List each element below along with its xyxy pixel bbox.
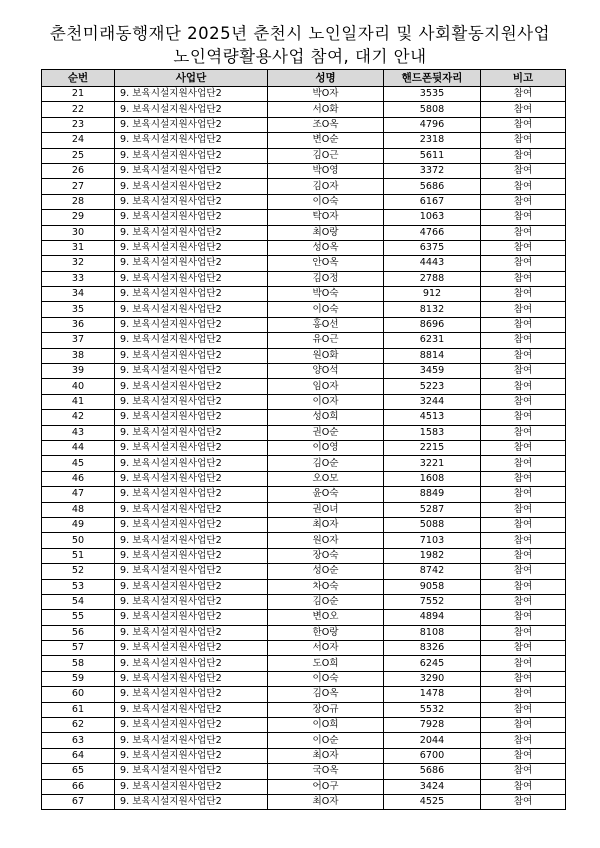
cell-number: 61 <box>42 702 115 717</box>
cell-note: 참여 <box>481 148 566 163</box>
cell-phone-suffix: 1063 <box>384 210 481 225</box>
cell-number: 41 <box>42 394 115 409</box>
cell-name: 탁O자 <box>268 210 384 225</box>
cell-name: 성O옥 <box>268 240 384 255</box>
table-row <box>42 225 566 240</box>
table-row <box>42 610 566 625</box>
cell-note: 참여 <box>481 333 566 348</box>
cell-note: 참여 <box>481 471 566 486</box>
cell-program: 9. 보육시설지원사업단2 <box>115 394 268 409</box>
cell-phone-suffix: 3459 <box>384 364 481 379</box>
table-row <box>42 733 566 748</box>
cell-note: 참여 <box>481 240 566 255</box>
column-header-phone-suffix: 핸드폰뒷자리 <box>384 70 481 87</box>
table-row <box>42 256 566 271</box>
table-row <box>42 594 566 609</box>
cell-name: 유O근 <box>268 333 384 348</box>
cell-phone-suffix: 5686 <box>384 764 481 779</box>
cell-program: 9. 보육시설지원사업단2 <box>115 517 268 532</box>
table-row <box>42 764 566 779</box>
cell-number: 54 <box>42 594 115 609</box>
cell-phone-suffix: 6167 <box>384 194 481 209</box>
cell-phone-suffix: 5686 <box>384 179 481 194</box>
table-row <box>42 564 566 579</box>
cell-note: 참여 <box>481 410 566 425</box>
cell-phone-suffix: 912 <box>384 287 481 302</box>
table-row <box>42 163 566 178</box>
cell-phone-suffix: 6231 <box>384 333 481 348</box>
table-row <box>42 548 566 563</box>
table-row <box>42 579 566 594</box>
cell-note: 참여 <box>481 425 566 440</box>
table-row <box>42 440 566 455</box>
table-row <box>42 687 566 702</box>
cell-number: 21 <box>42 87 115 102</box>
cell-number: 26 <box>42 163 115 178</box>
cell-name: 양O석 <box>268 364 384 379</box>
cell-note: 참여 <box>481 440 566 455</box>
cell-program: 9. 보육시설지원사업단2 <box>115 548 268 563</box>
cell-program: 9. 보육시설지원사업단2 <box>115 179 268 194</box>
table-row <box>42 194 566 209</box>
cell-number: 55 <box>42 610 115 625</box>
cell-name: 서O화 <box>268 102 384 117</box>
cell-number: 44 <box>42 440 115 455</box>
table-body <box>42 87 566 810</box>
cell-program: 9. 보육시설지원사업단2 <box>115 779 268 794</box>
cell-name: 이O숙 <box>268 194 384 209</box>
cell-program: 9. 보육시설지원사업단2 <box>115 425 268 440</box>
table-row <box>42 333 566 348</box>
cell-name: 변O순 <box>268 133 384 148</box>
cell-phone-suffix: 2215 <box>384 440 481 455</box>
cell-phone-suffix: 3372 <box>384 163 481 178</box>
table-row <box>42 271 566 286</box>
cell-program: 9. 보육시설지원사업단2 <box>115 687 268 702</box>
cell-note: 참여 <box>481 302 566 317</box>
cell-name: 어O구 <box>268 779 384 794</box>
table-row <box>42 348 566 363</box>
cell-name: 장O규 <box>268 702 384 717</box>
cell-note: 참여 <box>481 733 566 748</box>
cell-program: 9. 보육시설지원사업단2 <box>115 410 268 425</box>
cell-phone-suffix: 3244 <box>384 394 481 409</box>
cell-name: 최O자 <box>268 517 384 532</box>
cell-number: 50 <box>42 533 115 548</box>
cell-number: 62 <box>42 718 115 733</box>
table-row <box>42 702 566 717</box>
cell-number: 66 <box>42 779 115 794</box>
cell-number: 34 <box>42 287 115 302</box>
cell-phone-suffix: 4894 <box>384 610 481 625</box>
cell-name: 이O숙 <box>268 302 384 317</box>
cell-phone-suffix: 7103 <box>384 533 481 548</box>
document-title: 춘천미래동행재단 2025년 춘천시 노인일자리 및 사회활동지원사업 <box>49 24 551 43</box>
cell-phone-suffix: 2044 <box>384 733 481 748</box>
cell-name: 이O자 <box>268 394 384 409</box>
cell-program: 9. 보육시설지원사업단2 <box>115 456 268 471</box>
cell-phone-suffix: 3221 <box>384 456 481 471</box>
cell-number: 58 <box>42 656 115 671</box>
cell-program: 9. 보육시설지원사업단2 <box>115 333 268 348</box>
cell-note: 참여 <box>481 117 566 132</box>
cell-phone-suffix: 8696 <box>384 317 481 332</box>
cell-phone-suffix: 8132 <box>384 302 481 317</box>
cell-number: 37 <box>42 333 115 348</box>
cell-phone-suffix: 3290 <box>384 671 481 686</box>
cell-program: 9. 보육시설지원사업단2 <box>115 564 268 579</box>
cell-note: 참여 <box>481 564 566 579</box>
cell-note: 참여 <box>481 210 566 225</box>
cell-name: 한O랑 <box>268 625 384 640</box>
table-row <box>42 748 566 763</box>
cell-note: 참여 <box>481 487 566 502</box>
cell-name: 김O옥 <box>268 687 384 702</box>
table-row <box>42 517 566 532</box>
cell-phone-suffix: 9058 <box>384 579 481 594</box>
cell-program: 9. 보육시설지원사업단2 <box>115 133 268 148</box>
cell-program: 9. 보육시설지원사업단2 <box>115 317 268 332</box>
table-row <box>42 394 566 409</box>
table-row <box>42 625 566 640</box>
cell-number: 47 <box>42 487 115 502</box>
cell-number: 42 <box>42 410 115 425</box>
cell-name: 이O영 <box>268 440 384 455</box>
cell-note: 참여 <box>481 641 566 656</box>
cell-number: 39 <box>42 364 115 379</box>
cell-number: 24 <box>42 133 115 148</box>
cell-number: 48 <box>42 502 115 517</box>
cell-phone-suffix: 7552 <box>384 594 481 609</box>
cell-name: 박O영 <box>268 163 384 178</box>
cell-name: 김O정 <box>268 271 384 286</box>
cell-note: 참여 <box>481 687 566 702</box>
column-header-name: 성명 <box>268 70 384 87</box>
cell-note: 참여 <box>481 718 566 733</box>
cell-number: 43 <box>42 425 115 440</box>
table-row <box>42 210 566 225</box>
cell-name: 최O자 <box>268 794 384 809</box>
cell-phone-suffix: 4513 <box>384 410 481 425</box>
cell-name: 이O숙 <box>268 671 384 686</box>
cell-phone-suffix: 1608 <box>384 471 481 486</box>
table-row <box>42 410 566 425</box>
cell-program: 9. 보육시설지원사업단2 <box>115 302 268 317</box>
column-header-note: 비고 <box>481 70 566 87</box>
cell-note: 참여 <box>481 271 566 286</box>
cell-note: 참여 <box>481 548 566 563</box>
cell-note: 참여 <box>481 194 566 209</box>
cell-program: 9. 보육시설지원사업단2 <box>115 718 268 733</box>
cell-name: 서O자 <box>268 641 384 656</box>
cell-name: 조O옥 <box>268 117 384 132</box>
table-row <box>42 148 566 163</box>
cell-phone-suffix: 5088 <box>384 517 481 532</box>
cell-name: 성O순 <box>268 564 384 579</box>
cell-program: 9. 보육시설지원사업단2 <box>115 348 268 363</box>
table-row <box>42 117 566 132</box>
cell-note: 참여 <box>481 748 566 763</box>
cell-name: 이O순 <box>268 733 384 748</box>
cell-number: 64 <box>42 748 115 763</box>
cell-phone-suffix: 1982 <box>384 548 481 563</box>
cell-program: 9. 보육시설지원사업단2 <box>115 271 268 286</box>
cell-phone-suffix: 6245 <box>384 656 481 671</box>
cell-number: 46 <box>42 471 115 486</box>
cell-note: 참여 <box>481 671 566 686</box>
cell-name: 박O숙 <box>268 287 384 302</box>
table-row <box>42 487 566 502</box>
cell-phone-suffix: 4443 <box>384 256 481 271</box>
cell-number: 51 <box>42 548 115 563</box>
cell-phone-suffix: 6700 <box>384 748 481 763</box>
table-row <box>42 656 566 671</box>
cell-note: 참여 <box>481 87 566 102</box>
table-row <box>42 533 566 548</box>
table-header-row <box>42 70 566 87</box>
cell-note: 참여 <box>481 379 566 394</box>
cell-program: 9. 보육시설지원사업단2 <box>115 733 268 748</box>
table-row <box>42 718 566 733</box>
cell-phone-suffix: 5611 <box>384 148 481 163</box>
cell-number: 63 <box>42 733 115 748</box>
table-row <box>42 471 566 486</box>
cell-name: 김O순 <box>268 456 384 471</box>
cell-number: 56 <box>42 625 115 640</box>
cell-note: 참여 <box>481 533 566 548</box>
cell-number: 65 <box>42 764 115 779</box>
cell-note: 참여 <box>481 517 566 532</box>
cell-program: 9. 보육시설지원사업단2 <box>115 471 268 486</box>
cell-name: 오O모 <box>268 471 384 486</box>
cell-program: 9. 보육시설지원사업단2 <box>115 210 268 225</box>
cell-phone-suffix: 8814 <box>384 348 481 363</box>
cell-number: 29 <box>42 210 115 225</box>
cell-number: 31 <box>42 240 115 255</box>
cell-number: 23 <box>42 117 115 132</box>
cell-phone-suffix: 1583 <box>384 425 481 440</box>
cell-program: 9. 보육시설지원사업단2 <box>115 102 268 117</box>
cell-name: 박O자 <box>268 87 384 102</box>
cell-name: 권O순 <box>268 425 384 440</box>
cell-name: 이O희 <box>268 718 384 733</box>
cell-program: 9. 보육시설지원사업단2 <box>115 225 268 240</box>
cell-program: 9. 보육시설지원사업단2 <box>115 579 268 594</box>
cell-name: 김O근 <box>268 148 384 163</box>
cell-note: 참여 <box>481 779 566 794</box>
table-row <box>42 779 566 794</box>
cell-number: 35 <box>42 302 115 317</box>
cell-phone-suffix: 5223 <box>384 379 481 394</box>
cell-phone-suffix: 2318 <box>384 133 481 148</box>
cell-program: 9. 보육시설지원사업단2 <box>115 625 268 640</box>
cell-program: 9. 보육시설지원사업단2 <box>115 117 268 132</box>
cell-phone-suffix: 8742 <box>384 564 481 579</box>
cell-name: 변O오 <box>268 610 384 625</box>
cell-name: 임O자 <box>268 379 384 394</box>
column-header-number: 순번 <box>42 70 115 87</box>
cell-phone-suffix: 3535 <box>384 87 481 102</box>
cell-note: 참여 <box>481 287 566 302</box>
cell-name: 원O화 <box>268 348 384 363</box>
cell-program: 9. 보육시설지원사업단2 <box>115 364 268 379</box>
cell-number: 49 <box>42 517 115 532</box>
table-row <box>42 302 566 317</box>
cell-name: 도O희 <box>268 656 384 671</box>
cell-program: 9. 보육시설지원사업단2 <box>115 148 268 163</box>
cell-number: 36 <box>42 317 115 332</box>
cell-name: 홍O선 <box>268 317 384 332</box>
table-row <box>42 287 566 302</box>
cell-note: 참여 <box>481 579 566 594</box>
cell-program: 9. 보육시설지원사업단2 <box>115 656 268 671</box>
cell-note: 참여 <box>481 394 566 409</box>
cell-note: 참여 <box>481 794 566 809</box>
cell-note: 참여 <box>481 179 566 194</box>
cell-phone-suffix: 2788 <box>384 271 481 286</box>
cell-name: 김O순 <box>268 594 384 609</box>
cell-program: 9. 보육시설지원사업단2 <box>115 87 268 102</box>
cell-phone-suffix: 5532 <box>384 702 481 717</box>
cell-phone-suffix: 5287 <box>384 502 481 517</box>
cell-program: 9. 보육시설지원사업단2 <box>115 287 268 302</box>
cell-number: 30 <box>42 225 115 240</box>
table-row <box>42 179 566 194</box>
column-header-program: 사업단 <box>115 70 268 87</box>
cell-note: 참여 <box>481 502 566 517</box>
cell-name: 김O자 <box>268 179 384 194</box>
cell-program: 9. 보육시설지원사업단2 <box>115 256 268 271</box>
cell-number: 33 <box>42 271 115 286</box>
table-row <box>42 794 566 809</box>
table-row <box>42 240 566 255</box>
cell-program: 9. 보육시설지원사업단2 <box>115 594 268 609</box>
table-row <box>42 379 566 394</box>
cell-program: 9. 보육시설지원사업단2 <box>115 794 268 809</box>
cell-note: 참여 <box>481 348 566 363</box>
table-row <box>42 502 566 517</box>
cell-phone-suffix: 1478 <box>384 687 481 702</box>
cell-note: 참여 <box>481 163 566 178</box>
cell-name: 최O자 <box>268 748 384 763</box>
cell-name: 국O옥 <box>268 764 384 779</box>
table-row <box>42 102 566 117</box>
cell-name: 차O숙 <box>268 579 384 594</box>
cell-program: 9. 보육시설지원사업단2 <box>115 764 268 779</box>
cell-note: 참여 <box>481 364 566 379</box>
cell-note: 참여 <box>481 256 566 271</box>
cell-note: 참여 <box>481 102 566 117</box>
cell-number: 22 <box>42 102 115 117</box>
cell-phone-suffix: 6375 <box>384 240 481 255</box>
cell-program: 9. 보육시설지원사업단2 <box>115 163 268 178</box>
table-row <box>42 317 566 332</box>
cell-program: 9. 보육시설지원사업단2 <box>115 641 268 656</box>
document-subtitle: 노인역량활용사업 참여, 대기 안내 <box>173 47 427 66</box>
cell-program: 9. 보육시설지원사업단2 <box>115 502 268 517</box>
cell-program: 9. 보육시설지원사업단2 <box>115 194 268 209</box>
cell-number: 53 <box>42 579 115 594</box>
cell-note: 참여 <box>481 594 566 609</box>
table-row <box>42 133 566 148</box>
cell-program: 9. 보육시설지원사업단2 <box>115 533 268 548</box>
cell-name: 최O랑 <box>268 225 384 240</box>
table-row <box>42 87 566 102</box>
cell-note: 참여 <box>481 610 566 625</box>
cell-name: 안O옥 <box>268 256 384 271</box>
cell-number: 38 <box>42 348 115 363</box>
cell-number: 60 <box>42 687 115 702</box>
cell-program: 9. 보육시설지원사업단2 <box>115 240 268 255</box>
cell-number: 57 <box>42 641 115 656</box>
cell-note: 참여 <box>481 317 566 332</box>
cell-phone-suffix: 8108 <box>384 625 481 640</box>
cell-note: 참여 <box>481 625 566 640</box>
cell-name: 윤O숙 <box>268 487 384 502</box>
cell-number: 28 <box>42 194 115 209</box>
cell-number: 59 <box>42 671 115 686</box>
table-row <box>42 364 566 379</box>
cell-note: 참여 <box>481 225 566 240</box>
cell-note: 참여 <box>481 702 566 717</box>
participant-table <box>41 69 566 810</box>
cell-note: 참여 <box>481 456 566 471</box>
cell-program: 9. 보육시설지원사업단2 <box>115 487 268 502</box>
cell-number: 32 <box>42 256 115 271</box>
cell-program: 9. 보육시설지원사업단2 <box>115 379 268 394</box>
table-row <box>42 671 566 686</box>
cell-phone-suffix: 5808 <box>384 102 481 117</box>
cell-name: 권O녀 <box>268 502 384 517</box>
cell-number: 25 <box>42 148 115 163</box>
cell-name: 원O자 <box>268 533 384 548</box>
cell-program: 9. 보육시설지원사업단2 <box>115 748 268 763</box>
cell-program: 9. 보육시설지원사업단2 <box>115 440 268 455</box>
table-row <box>42 641 566 656</box>
cell-number: 45 <box>42 456 115 471</box>
cell-note: 참여 <box>481 764 566 779</box>
cell-number: 40 <box>42 379 115 394</box>
cell-phone-suffix: 4796 <box>384 117 481 132</box>
cell-phone-suffix: 3424 <box>384 779 481 794</box>
cell-program: 9. 보육시설지원사업단2 <box>115 702 268 717</box>
cell-program: 9. 보육시설지원사업단2 <box>115 610 268 625</box>
cell-phone-suffix: 8849 <box>384 487 481 502</box>
cell-number: 67 <box>42 794 115 809</box>
cell-name: 장O숙 <box>268 548 384 563</box>
cell-number: 52 <box>42 564 115 579</box>
table-row <box>42 425 566 440</box>
cell-program: 9. 보육시설지원사업단2 <box>115 671 268 686</box>
cell-phone-suffix: 4525 <box>384 794 481 809</box>
cell-name: 성O희 <box>268 410 384 425</box>
cell-note: 참여 <box>481 656 566 671</box>
cell-note: 참여 <box>481 133 566 148</box>
cell-phone-suffix: 7928 <box>384 718 481 733</box>
cell-phone-suffix: 4766 <box>384 225 481 240</box>
cell-phone-suffix: 8326 <box>384 641 481 656</box>
cell-number: 27 <box>42 179 115 194</box>
table-row <box>42 456 566 471</box>
